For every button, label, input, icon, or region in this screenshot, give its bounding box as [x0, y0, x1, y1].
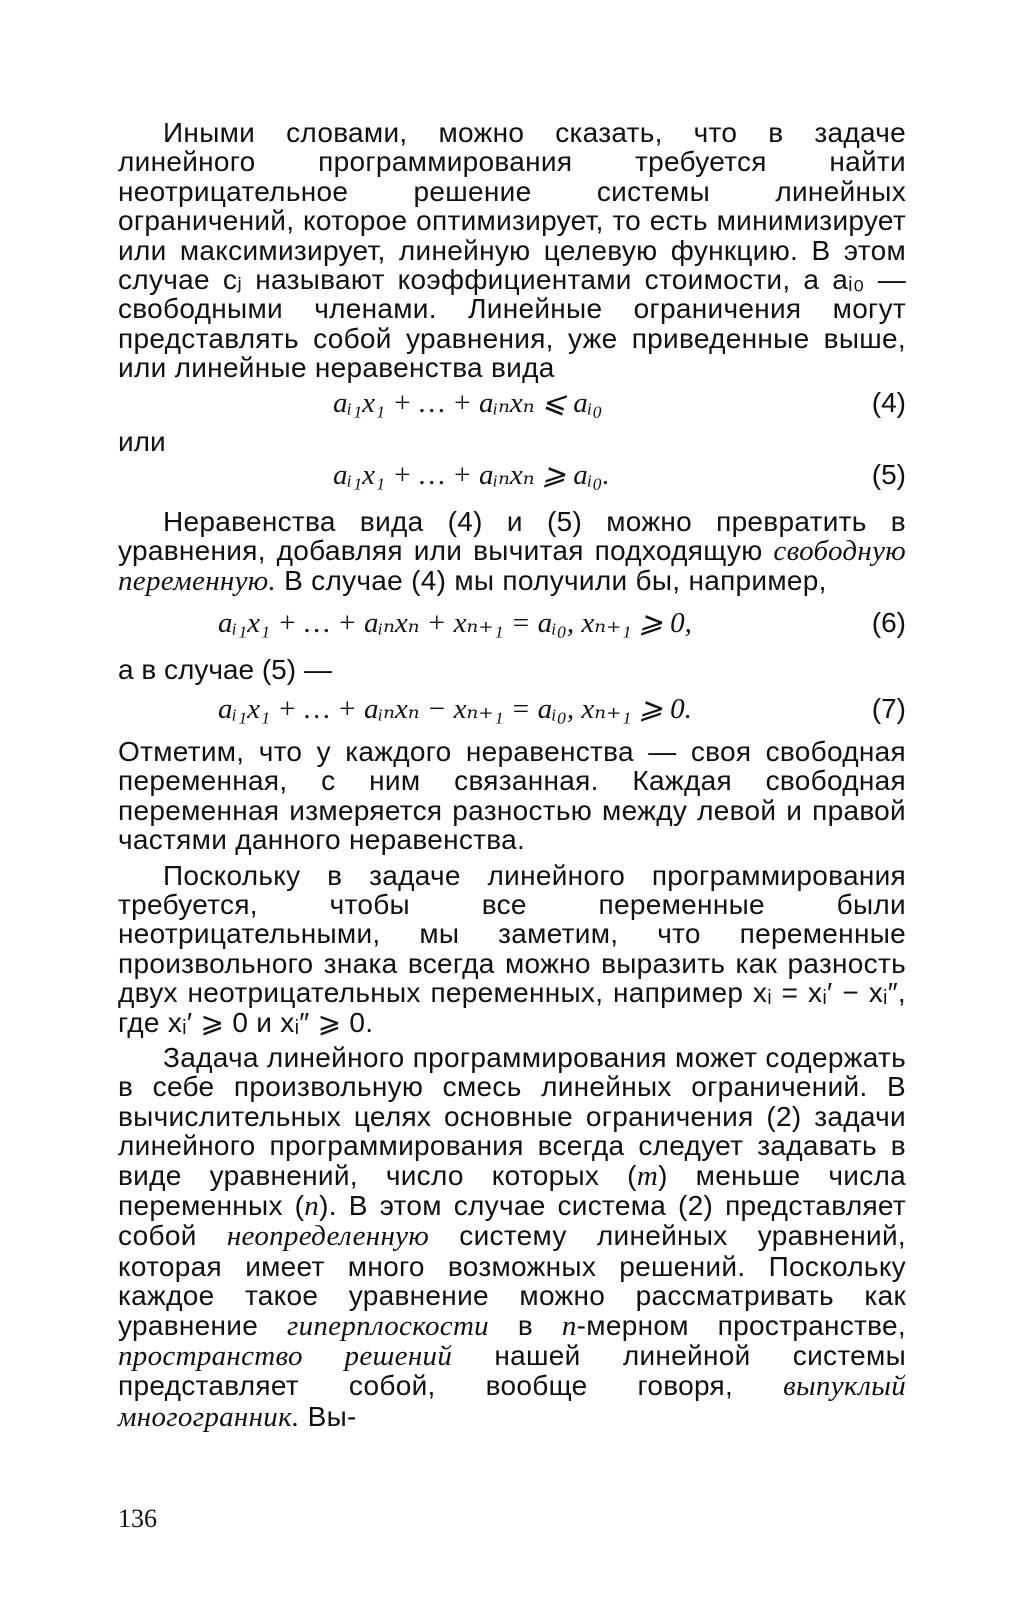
equation-4-expression: aᵢ₁x₁ + … + aᵢₙxₙ ⩽ aᵢ₀ — [333, 386, 603, 419]
paragraph-3: Отметим, что у каждого неравенства — своя свободная переменная, с ним связанная. Каждая свободная переменная измеряется разностью между левой и правой частями данного неравенства. — [118, 735, 906, 856]
paragraph-4: Поскольку в задаче линейного программирования требуется, чтобы все переменные были неотрицательными, мы заметим, что переменные произвольного знака всегда можно выразить как разность двух неотрицательных переменных, например xᵢ = xᵢ′ − xᵢ″, где xᵢ′ ⩾ 0 и xᵢ″ ⩾ 0. — [118, 859, 906, 1038]
page-number: 136 — [118, 1504, 157, 1533]
paragraph-2-text-b: В случае (4) мы получили бы, например, — [276, 565, 827, 597]
paragraph-2-emphasis: свободную переменную. — [118, 535, 906, 598]
paragraph-5-emphasis-4: выпуклый многогранник. — [118, 1370, 906, 1433]
paragraph-5-var-m: m — [636, 1159, 659, 1192]
equation-7 — [118, 691, 906, 727]
paragraph-5-text-f: -мерном пространстве, — [576, 1309, 906, 1341]
equation-5-expression: aᵢ₁x₁ + … + aᵢₙxₙ ⩾ aᵢ₀. — [333, 458, 610, 491]
equation-6-expression: aᵢ₁x₁ + … + aᵢₙxₙ + xₙ₊₁ = aᵢ₀, xₙ₊₁ ⩾ 0, — [218, 606, 692, 639]
paragraph-5-emphasis-3: пространство решений — [118, 1340, 453, 1372]
paragraph-5-text-d: систему линейных уравнений, которая имеет много возможных решений. Поскольку каждое такое уравнение можно рассматривать как уравнение — [118, 1220, 907, 1341]
equation-4 — [118, 385, 906, 421]
equation-5 — [118, 457, 906, 493]
paragraph-5-text-g: нашей линейной системы представляет собой, вообще говоря, — [118, 1340, 906, 1402]
paragraph-5-text-e: в — [489, 1309, 562, 1341]
equation-7-expression: aᵢ₁x₁ + … + aᵢₙxₙ − xₙ₊₁ = aᵢ₀, xₙ₊₁ ⩾ 0. — [218, 692, 692, 725]
equation-4-number: (4) — [871, 386, 906, 418]
paragraph-5-text-h: Вы- — [299, 1400, 357, 1432]
paragraph-5 — [118, 1043, 906, 1432]
paragraph-5-text-c: ). В этом случае система (2) представляет собой — [118, 1189, 906, 1252]
paragraph-2-text-a: Неравенства вида (4) и (5) можно превратить в уравнения, добавляя или вычитая подходящую — [118, 505, 906, 567]
paragraph-1: Иными словами, можно сказать, что в задаче линейного программирования требуется найти неотрицательное решение системы линейных ограничений, которое оптимизирует, то есть минимизирует или максимизирует, линейную целевую функцию. В этом случае cⱼ называют коэффициентами стоимости, а aᵢ₀ — свободными членами. Линейные ограничения могут представлять собой уравнения, уже приведенные выше, или линейные неравенства вида — [118, 117, 906, 384]
paragraph-2 — [118, 507, 906, 597]
paragraph-5-text-b: ) меньше числа переменных ( — [118, 1159, 906, 1221]
label-row-ili — [118, 421, 906, 457]
equation-6 — [118, 605, 906, 641]
paragraph-5-emphasis-2: гиперплоскости — [286, 1309, 489, 1342]
equation-7-number: (7) — [871, 692, 906, 724]
label-row-case-5 — [118, 649, 906, 685]
equation-5-number: (5) — [871, 458, 906, 490]
paragraph-5-var-n2: n — [561, 1309, 577, 1342]
equation-6-number: (6) — [871, 606, 906, 638]
paragraph-5-text-a: Задача линейного программирования может содержать в себе произвольную смесь линейных ограничений. В вычислительных целях основные ограничения (2) задачи линейного программирования всегда следует задавать в виде уравнений, число которых ( — [118, 1041, 906, 1191]
paragraph-5-emphasis-1: неопределенную — [226, 1220, 430, 1253]
paragraph-5-var-n: n — [304, 1189, 320, 1222]
label-a-v-sluchae: а в случае (5) — — [118, 653, 332, 685]
label-ili: или — [118, 425, 166, 457]
